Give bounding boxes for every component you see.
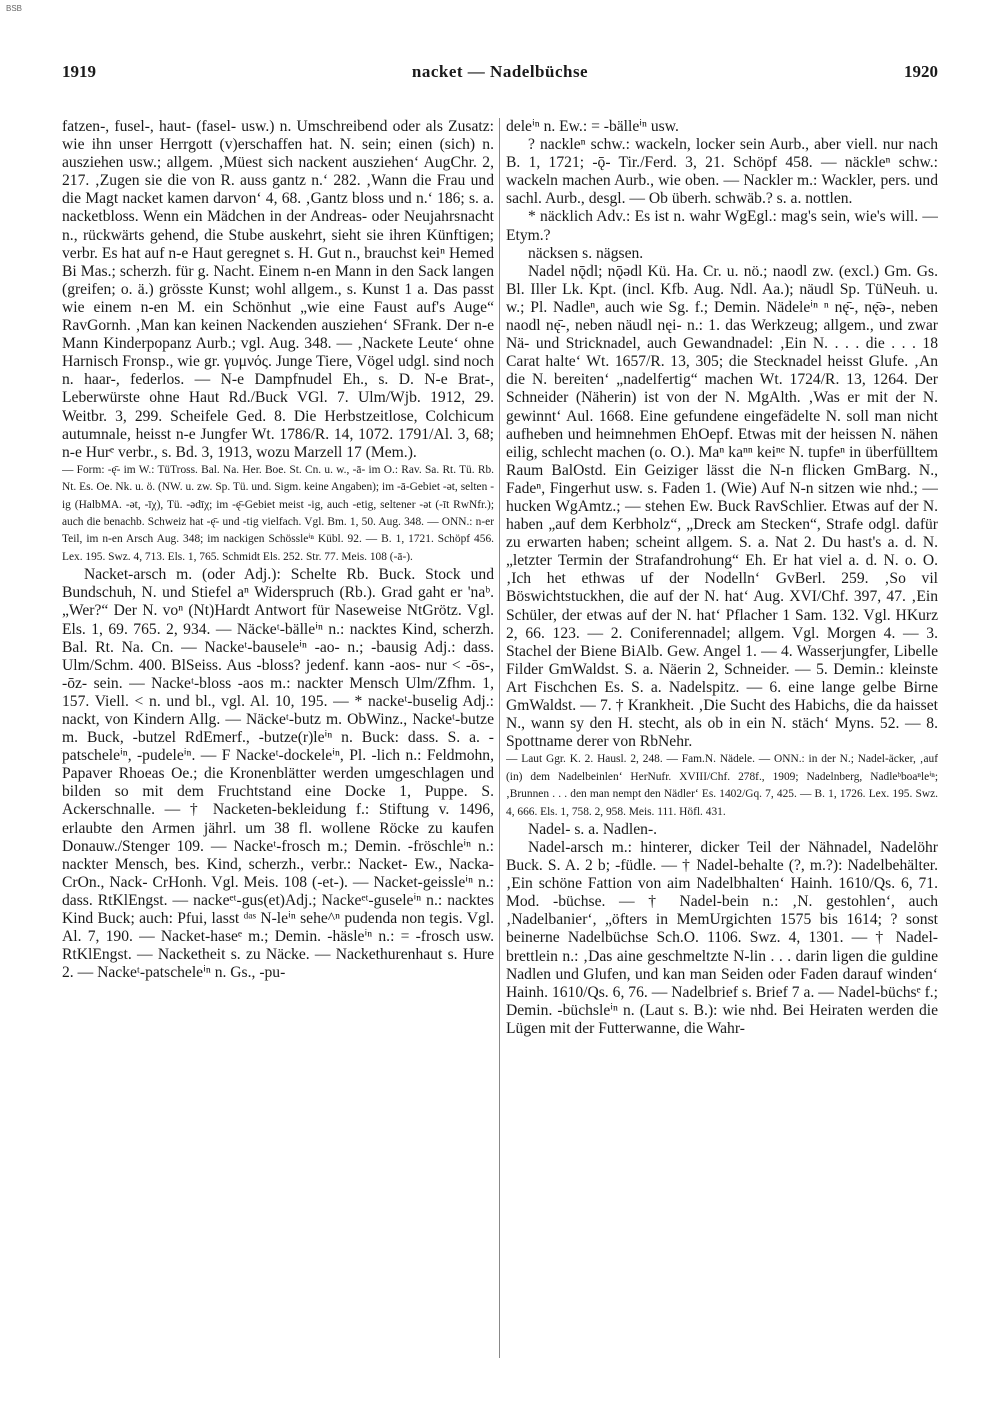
entry-nacket-form-notes: — Form: -ę̄- im W.: TüTross. Bal. Na. Her. Boe. St. Cn. u. w., -ā- im O.: Rav. Sa. Rt. Tü. Rb. Nt. Es. Oe. Nk. u. ö. (NW. u. zw. Sp. Tü. und. Sigm. keine Angaben); im -ā-Gebiet -ət, selten -ig (HalbMA. -ət, -īχ), Tü. -ədīχ; im -ę̄-Gebiet meist -ig, auch -etig, seltener -ət (-īt RwNfr.); auch die benachb. Schweiz hat -ę̄- und -tig vielfach. Vgl. Bm. 1, 50. Aug. 348. — ONN.: n-er Teil, im n-en Arsch Aug. 348; im nackigen Schössleⁱⁿ Kübl. 92. — B. 1, 1721. Schöpf 456. Lex. 195. Swz. 4, 713. Els. 1, 765. Schmidt Els. 252. Str. 77. Meis. 108 (-ā-). xyxy=(62,463,494,563)
library-stamp: BSB xyxy=(6,4,23,13)
entry-nacket-arsch: Nacket-arsch m. (oder Adj.): Schelte Rb. Buck. Stock und Bundschuh, N. und Stiefel aⁿ Widerspruch (Rb.). Grad gaht er 'naᵇ. „Wer?“ Der N. voⁿ (Nt)Hardt Antwort für Naseweise NtGrötz. Vgl. Els. 1, 69. 765. 2, 934. — Näckeᵗ-bälleⁱⁿ n.: nacktes Kind, scherzh. Bal. Rt. Na. Cn. — Nackeᵗ-bauseleⁱⁿ -ao- n.; -bausig Adj.: dass. Ulm/Schm. 400. BlSeiss. Aus -bloss? jedenf. kann -aos- nur < -ōs-, -ōz- sein. — Nackeᵗ-bloss -aos m.: nackter Mensch Ulm/Zfhm. 1, 157. Viell. < n. und bl., vgl. Al. 10, 195. — * nackeᵗ-buselig Adj.: nackt, von Kindern Allg. — Näckeᵗ-butz m. ObWinz., Nackeᵗ-butze m. Buck, -butzel RdEmerf., -butze(r)leⁱⁿ n. Buck: dass. S. a. -patscheleⁱⁿ, -pudeleⁱⁿ. — F Nackeᵗ-dockeleⁱⁿ, Pl. -lich n.: Feldmohn, Papaver Rhoeas Oe.; die Kronenblätter werden umgeschlagen und bilden so mit dem Fruchtstand eine Docke 1, Puppe. S. Ackerschnalle. — † Nacketen-bekleidung f.: Stiftung v. 1496, erlaubte den Armen jährl. um 38 fl. wollene Röcke zu kaufen Donauw./Stenger 109. — Nackeᵗ-frosch m.; Demin. -fröschleⁱⁿ n.: nackter Mensch, bes. Kind, scherzh., verbr.: Nacket- Ew., Nacka- CrOn., Nack- CrHonh. Vgl. Meis. 108 (-et-). — Nacket-geissleⁱⁿ n.: dass. RtKlEngst. — nackeᵉᵗ-gus(et)Adj.; Nackeᵉᵗ-guseleⁱⁿ n.: nacktes Kind Buck; auch: Pfui, lasst ᵈᵃˢ N-leⁱⁿ sehe^ⁿ pudenda non tegis. Vgl. Al. 7, 190. — Nacket-haseᵉ m.; Demin. -häsleⁱⁿ n.: = -frosch usw. RtKlEngst. — Nacketheit s. zu Näcke. — Nackethurenhaut s. Hure 2. — Nackeᵗ-patscheleⁱⁿ n. Gs., -pu- xyxy=(62,566,494,982)
left-page-number: 1919 xyxy=(62,62,96,81)
right-page-number: 1920 xyxy=(904,62,938,81)
column-divider xyxy=(499,118,500,1358)
entry-pudelein-continuation: deleⁱⁿ n. Ew.: = -bälleⁱⁿ usw. xyxy=(506,118,679,135)
entry-nadel-notes: — Laut Ggr. K. 2. Hausl. 2, 248. — Fam.N. Nädele. — ONN.: in der N.; Nadel-äcker, ‚auf (in) dem Nadelbeinlen‘ HerNufr. XVIII/Chf. 278f., 1909; Nadelnberg, Nadleᵇboaⁿleⁱⁿ; ‚Brunnen . . . den man nempt den Nädler‘ Es. 1402/Gq. 7, 425. — B. 1, 1726. Lex. 195. Swz. 4, 666. Els. 1, 758. 2, 958. Meis. 111. Höfl. 431. xyxy=(506,753,938,818)
left-column xyxy=(62,118,494,1380)
page-header xyxy=(62,62,938,86)
right-column xyxy=(506,118,938,1380)
entry-nadel-crossref: Nadel- s. a. Nadlen-. xyxy=(528,820,658,838)
entry-naecksen: näcksen s. nägsen. xyxy=(528,244,644,262)
running-title: nacket — Nadelbüchse xyxy=(411,62,589,81)
entry-nadel: Nadel nǭdl; nǭədl Kü. Ha. Cr. u. nö.; naodl zw. (excl.) Gm. Gs. Bl. Iller Lk. Kpt. (incl. Kfb. Aug. Ndl. Aa.); näudl Sp. TüNeuh. u. w.; Pl. Nadleⁿ, auch wie Sg. f.; Demin. Nädeleⁱⁿ ⁿ nę̄-, nę̄ə-, neben naodl nę̄-, neben näudl nęi- n.: 1. das Werkzeug; allgem., und zwar Nä- und Stricknadel, auch Gewandnadel: ‚Ein N. . . . die . . . 18 Carat halte‘ Wt. 1657/R. 13, 305; die Stecknadel heisst Glufe. ‚An die N. bereiten‘ „nadelfertig“ machen Wt. 1724/R. 13, 1264. Der Schneider (Näherin) ist von der N. MgAlth. ‚Was er mit der N. gewinnt‘ Aul. 1668. Eine gefundene eingefädelte N. soll man nicht aufheben und heimnehmen EhOepf. Etwas mit der heissen N. nähen eilig, schlecht machen (o. O.). Maⁿ kaⁿⁿ keiⁿᵉ N. tupfeⁿ in überfülltem Raum BalOstd. Ein Geiziger lässt die N-n flicken GmBarg. N., Fadeⁿ, Fingerhut usw. s. Faden 1. (Wie) Auf N-n sitzen wie nhd.; — hucken WgAmtz.; — stehen Ew. Buck RavSchlier. Etwas auf der N. haben „auf dem Kerbholz“, „Dreck am Stecken“, Strafe odgl. dafür zu erwarten haben; scheint allgem. S. a. Nat 2. Du hast's a. d. N. „letzter Termin der Strafandrohung“ Eh. Er hat viel a. d. N. o. O. ‚Ich het ethwas uf der Nodelln‘ GvBerl. 259. ‚So vil Böswichtstuckhen, die auf der N. hat‘ Aug. XVI/Chf. 397, 47. ‚Ein Schüler, der etwas auf der N. hat‘ Pflacher 1 Sam. 132. Vgl. HKurz 2, 66. 123. — 2. Coniferennadel; allgem. Vgl. Morgen 4. — 3. Stachel der Biene BiAlb. Gew. Angel 1. — 4. Wasserjungfer, Libelle Filder GmWaldst. S. a. Näerin 2, Schneider. — 5. Demin.: kleinste Art Fischchen Es. S. a. Nadelspitz. — 6. eine lange gelbe Birne GmWaldst. — 7. † Krankheit. ‚Die Sucht des Habichs, die da haisset N., wann sy den H. stecht, als ob in ein N. stäch‘ Myns. 52. — 8. Spottname derer von RbNehr. xyxy=(506,262,938,751)
entry-nacklen: ? nackleⁿ schw.: wackeln, locker sein Aurb., aber viell. nur nach B. 1, 1721; -ǭ- Tir./Ferd. 3, 21. Schöpf 458. — näckleⁿ schw.: wackeln machen Aurb., wie oben. — Nackler m.: Wackler, pers. und sachl. Aurb., desgl. — Ob überh. schwäb.? s. a. nottlen. xyxy=(506,136,938,208)
entry-nacket-continuation: fatzen-, fusel-, haut- (fasel- usw.) n. Umschreibend oder als Zusatz: wie ihn unser Herrgott (v)erschaffen hat. N. sein; einen (sich) n. ausziehen usw.; allgem. ‚Müest sich nackent ausziehen‘ AugChr. 2, 217. ‚Zugen sie die von R. auss gantz n.‘ 282. ‚Wann die Frau und die Magt nacket kamen darvon‘ 4, 68. ‚Gantz bloss und n.‘ 186; s. a. nacketbloss. Wenn ein Mädchen in der Andreas- oder Neujahrsnacht n., rückwärts gehend, die Stube auskehrt, sieht sie ihren Künftigen; verbr. Es hat auf n-e Haut geregnet s. H. Gut n., brauchst keiⁿ Hemed Bi Mas.; scherzh. für g. Nacht. Einem n-en Mann in den Sack langen (greifen; o. ä.) grösste Kunst; wohl allgem., s. Kunst 1 a. Das passt wie einem n-en M. ein Schönhut „wie eine Faust auf's Auge“ RavGornh. ‚Man kan keinen Nackenden ausziehen‘ SFrank. Der n-e Mann Kinderpopanz Aurb.; vgl. Aug. 348. — ‚Nackete Leute‘ ohne Harnisch Fronsp., wie gr. γυμνός. Junge Tiere, Vögel udgl. sind noch n. haar-, federlos. — N-e Dampfnudel Eh., s. D. N-e Brat-, Leberwürste ohne Haut Rd./Buck VGl. 7. Ulm/Wjb. 1912, 29. Weitbr. 3, 299. Scheifele Ged. 8. Die Herbstzeitlose, Colchicum autumnale, heisst n-e Jungfer Wt. 1786/R. 14, 1072. 1791/Al. 3, 68; n-e Hurᵉ verbr., s. Bd. 3, 1913, wozu Marzell 17 (Mem.). xyxy=(62,118,494,461)
entry-naecklich: * näcklich Adv.: Es ist n. wahr WgEgl.: mag's sein, wie's will. — Etym.? xyxy=(506,208,938,244)
entry-nadel-arsch: Nadel-arsch m.: hinterer, dicker Teil der Nähnadel, Nadelöhr Buck. S. A. 2 b; -füdle. — † Nadel-behalte (?, m.?): Nadelbehälter. ‚Ein schöne Fattion von aim Nadelbhalten‘ Hainh. 1610/Qs. 6, 71. Mod. -büchse. — † Nadel-bein n.: ‚N. gestohlen‘, auch ‚Nadelbanier‘, „öfters in MemUrgichten 1575 bis 1614; ? sonst beinerne Nadelbüchse Sch.O. 1106. Swz. 4, 1301. — † Nadel-brettlein n.: ‚Das aine geschmeltzte N-lin . . . darin ligen die guldine Nadlen und Glufen, und kan man Seiden oder Faden darauf winden‘ Hainh. 1610/Qs. 6, 76. — Nadelbrief s. Brief 7 a. — Nadel-büchsᵉ f.; Demin. -büchsleⁱⁿ n. (Laut s. B.): wie nhd. Bei Heiraten werden die Lügen mit der Futterwanne, die Wahr- xyxy=(506,839,938,1037)
